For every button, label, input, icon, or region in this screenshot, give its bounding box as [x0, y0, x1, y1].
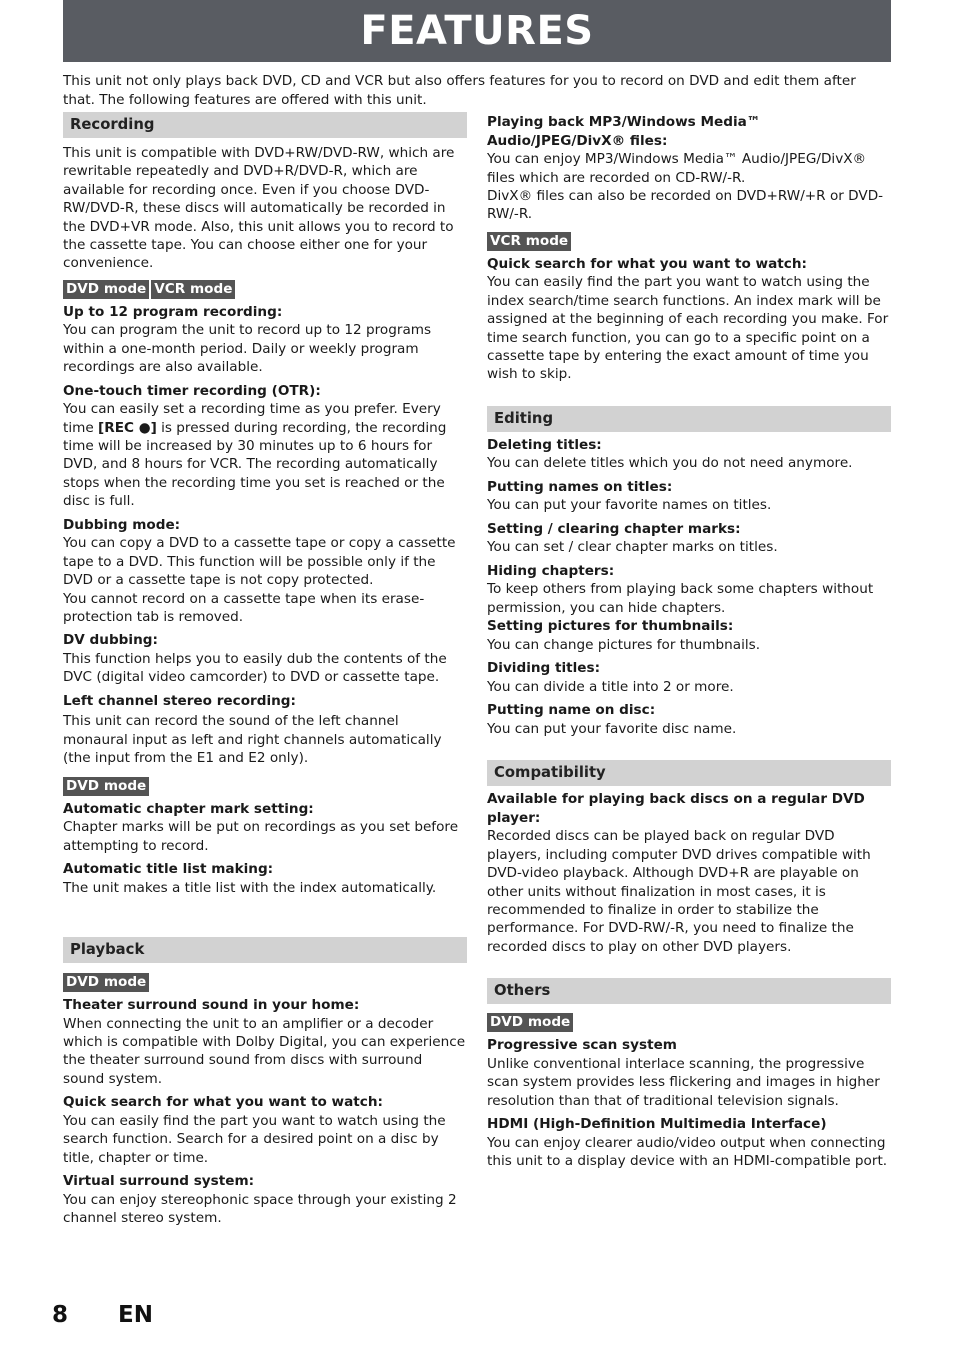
feature-title: Dividing titles: [487, 660, 601, 677]
feature-text: You can delete titles which you do not need anymore. [487, 455, 853, 472]
section-heading-editing: Editing [487, 406, 891, 432]
feature-item [487, 1036, 891, 1110]
mode-badges [63, 775, 467, 796]
right-column [487, 113, 891, 1171]
spacer [487, 384, 891, 406]
feature-title: Dubbing mode: [63, 516, 181, 533]
dvd-mode-badge: DVD mode [63, 280, 149, 299]
feature-text: When connecting the unit to an amplifier or a decoder which is compatible with Dolby Digital, you can experience the theater surround sound from discs with surround sound system. [63, 1015, 466, 1087]
feature-text: The unit makes a title list with the index automatically. [63, 879, 437, 896]
page-title-banner [63, 0, 891, 62]
feature-item [63, 516, 467, 627]
feature-item [63, 631, 467, 686]
feature-text: You cannot record on a cassette tape when its erase-protection tab is removed. [63, 590, 425, 625]
feature-text-part: is pressed during recording, the recording time will be increased by 30 minutes up to 6 hours for DVD, and 8 hours for VCR. The recording automatically stops when the recording time you set is reached or the disc is full. [63, 419, 447, 510]
feature-text: Chapter marks will be put on recordings as you set before attempting to record. [63, 819, 459, 854]
feature-item [487, 520, 891, 557]
feature-title: Available for playing back discs on a regular DVD player: [487, 791, 865, 826]
feature-title: Theater surround sound in your home: [63, 996, 360, 1013]
feature-item [63, 692, 467, 768]
spacer [487, 956, 891, 978]
feature-title: Quick search for what you want to watch: [487, 255, 807, 272]
feature-text: You can program the unit to record up to 12 programs within a one-month period. Daily or weekly program recordings are also available. [63, 322, 432, 376]
feature-text: DivX® files can also be recorded on DVD+RW/+R or DVD-RW/-R. [487, 188, 884, 223]
spacer [487, 738, 891, 760]
feature-item [487, 659, 891, 696]
feature-title: Hiding chapters: [487, 562, 615, 579]
page-title: FEATURES [360, 8, 594, 54]
feature-item [487, 255, 891, 384]
feature-item [487, 790, 891, 956]
page-footer [52, 1302, 153, 1328]
vcr-mode-badge: VCR mode [151, 280, 235, 299]
section-heading-recording: Recording [63, 112, 467, 138]
feature-text: You can change pictures for thumbnails. [487, 636, 761, 653]
feature-text [63, 400, 467, 510]
feature-item [63, 996, 467, 1088]
feature-title: Deleting titles: [487, 436, 602, 453]
rec-button-label: [REC ●] [98, 419, 157, 436]
feature-title: Progressive scan system [487, 1037, 677, 1054]
feature-title: Automatic title list making: [63, 860, 274, 877]
feature-text: You can enjoy MP3/Windows Media™ Audio/JPEG/DivX® files which are recorded on CD-RW/-R. [487, 151, 867, 186]
recording-intro: This unit is compatible with DVD+RW/DVD-RW, which are rewritable repeatedly and DVD+R/DVD-R, which are available for recording once. Even if you choose DVD-RW/DVD-R, these discs will automatically be recorded in the DVD+VR mode. Also, this unit allows you to record to the cassette tape. You can choose either one for your convenience. [63, 145, 455, 272]
feature-text: Unlike conventional interlace scanning, the progressive scan system provides less flickering and images in higher resolution than that of traditional television signals. [487, 1055, 880, 1109]
feature-item [63, 800, 467, 855]
feature-title: Left channel stereo recording: [63, 692, 296, 709]
feature-text: You can enjoy clearer audio/video output when connecting this unit to a display device with an HDMI-compatible port. [487, 1134, 888, 1170]
feature-title: Setting pictures for thumbnails: [487, 618, 734, 635]
feature-title: Setting / clearing chapter marks: [487, 520, 741, 537]
feature-title: HDMI (High-Definition Multimedia Interface) [487, 1116, 827, 1133]
mode-badges [487, 1011, 891, 1032]
section-heading-compatibility: Compatibility [487, 760, 891, 786]
feature-title: Virtual surround system: [63, 1172, 255, 1189]
feature-title: Playing back MP3/Windows Media™ Audio/JPEG/DivX® files: [487, 114, 761, 149]
feature-text: You can set / clear chapter marks on titles. [487, 539, 778, 556]
section-heading-others: Others [487, 978, 891, 1004]
spacer [63, 897, 467, 937]
feature-item [487, 562, 891, 617]
feature-item [63, 1093, 467, 1167]
feature-item [63, 860, 467, 897]
feature-title: Up to 12 program recording: [63, 303, 283, 320]
section-heading-playback: Playback [63, 937, 467, 963]
feature-title: One-touch timer recording (OTR): [63, 382, 321, 399]
feature-text: You can easily find the part you want to watch using the search function. Search for a desired point on a disc by title, chapter or time. [63, 1112, 446, 1166]
feature-text: Recorded discs can be played back on regular DVD players, including computer DVD drives compatible with DVD-video playback. Although DVD+R are playable on other units without finalization in most cases, it is recommended to finalize in order to stabilize the performance. For DVD-RW/-R, you need to finalize the recorded discs to play on other DVD players. [487, 828, 871, 955]
dvd-mode-badge: DVD mode [63, 973, 149, 992]
dvd-mode-badge: DVD mode [487, 1013, 573, 1032]
mode-badges [63, 278, 467, 299]
feature-item [487, 1115, 891, 1170]
feature-item [63, 1172, 467, 1227]
page-number: 8 [52, 1302, 69, 1328]
feature-title: Putting name on disc: [487, 702, 656, 719]
feature-text-part: You can easily set a recording time as you prefer. Every time [63, 401, 441, 436]
dvd-mode-badge: DVD mode [63, 777, 149, 796]
feature-item [63, 303, 467, 377]
feature-text: You can put your favorite names on titles. [487, 497, 772, 514]
feature-item [487, 113, 891, 224]
feature-text: To keep others from playing back some chapters without permission, you can hide chapters. [487, 581, 874, 616]
feature-text: You can divide a title into 2 or more. [487, 678, 734, 695]
feature-text: You can easily find the part you want to watch using the index search/time search functions. An index mark will be assigned at the beginning of each recording you make. For time search function, you can go to a specific point on a cassette tape by entering the exact amount of time you wish to skip. [487, 274, 889, 383]
mode-badges [63, 971, 467, 992]
feature-text: You can put your favorite disc name. [487, 720, 737, 737]
feature-item [63, 382, 467, 511]
feature-text: This unit can record the sound of the left channel monaural input as left and right channels automatically (the input from the E1 and E2 only). [63, 713, 442, 767]
language-code: EN [118, 1302, 153, 1328]
feature-text: You can enjoy stereophonic space through your existing 2 channel stereo system. [63, 1191, 457, 1226]
feature-item [487, 617, 891, 654]
feature-title: Automatic chapter mark setting: [63, 800, 314, 817]
feature-text: You can copy a DVD to a cassette tape or copy a cassette tape to a DVD. This function will be possible only if the DVD or a cassette tape is not copy protected. [63, 535, 456, 589]
feature-title: Putting names on titles: [487, 478, 673, 495]
feature-item [487, 701, 891, 738]
left-column [63, 112, 467, 1227]
feature-item [487, 436, 891, 473]
vcr-mode-badge: VCR mode [487, 232, 571, 251]
feature-item [487, 478, 891, 515]
feature-title: DV dubbing: [63, 632, 158, 649]
feature-title: Quick search for what you want to watch: [63, 1094, 383, 1111]
intro-text: This unit not only plays back DVD, CD and VCR but also offers features for you to record on DVD and edit them after that. The following features are offered with this unit. [63, 73, 856, 108]
mode-badges [487, 230, 891, 251]
feature-text: This function helps you to easily dub the contents of the DVC (digital video camcorder) to DVD or cassette tape. [63, 650, 447, 686]
